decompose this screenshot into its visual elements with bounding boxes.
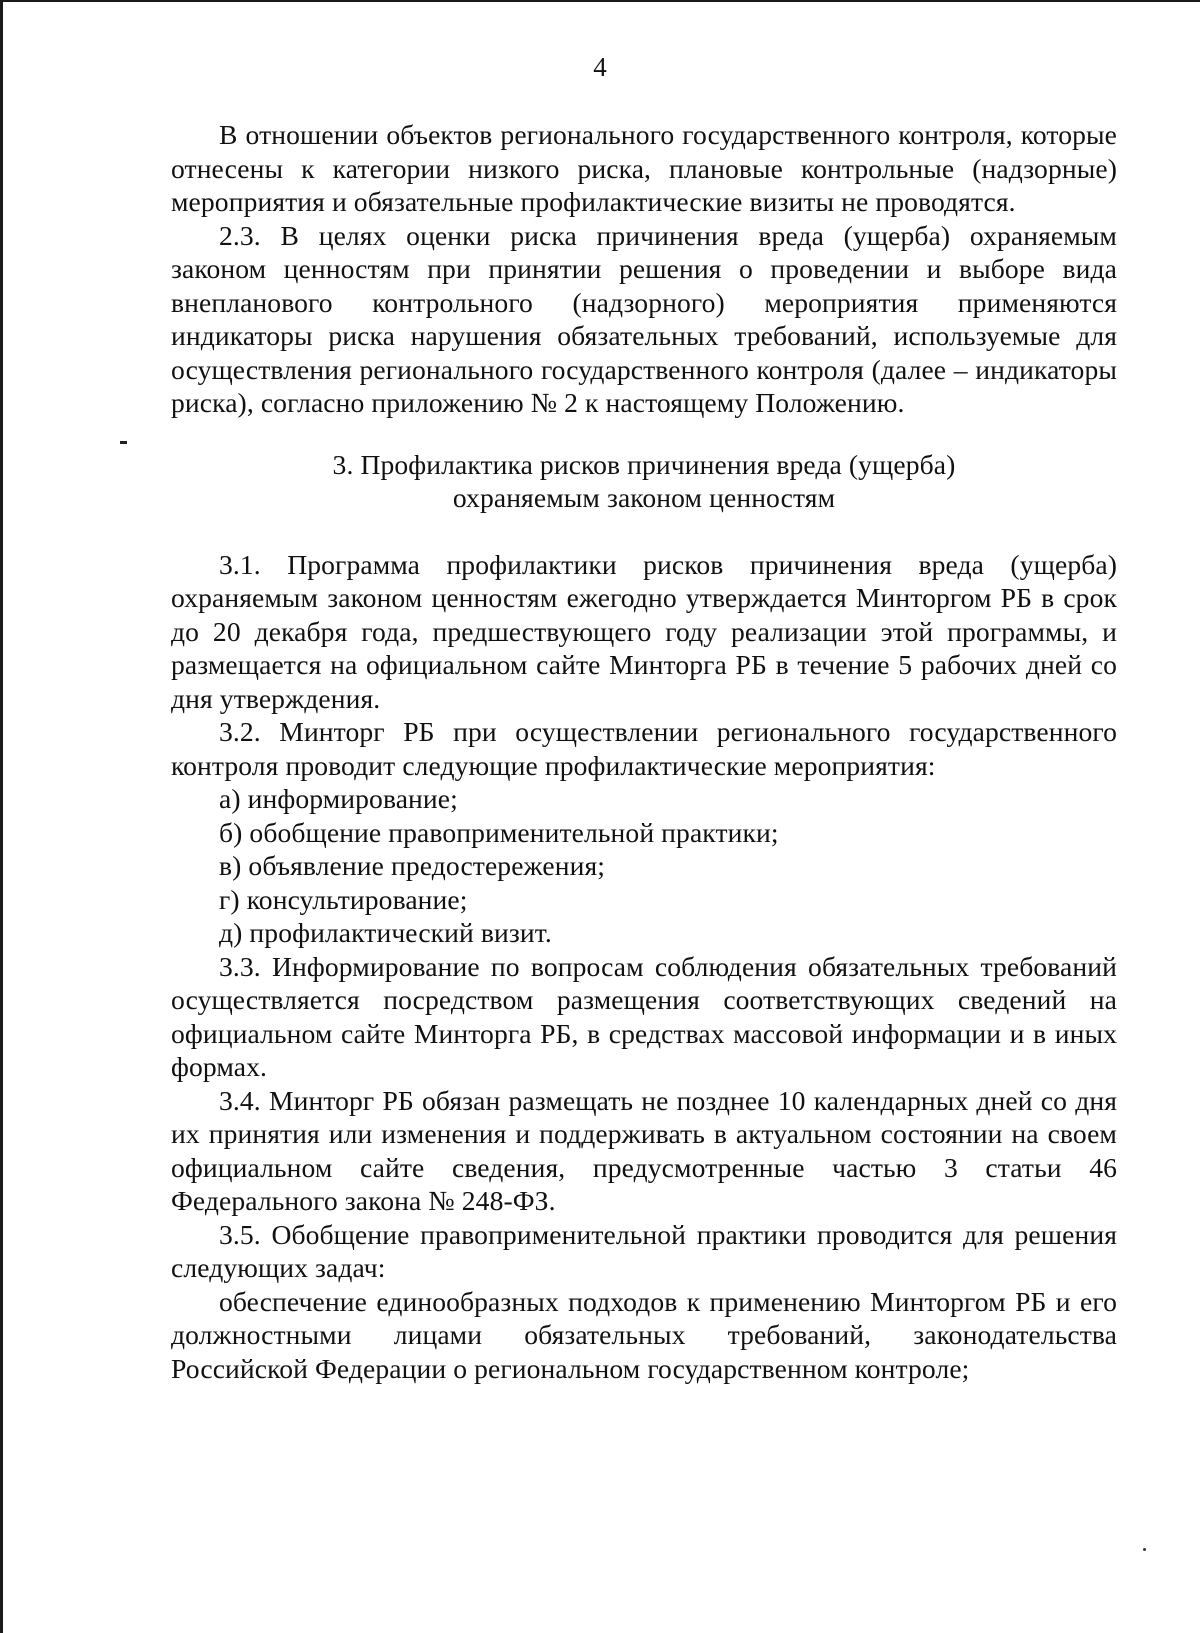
list-item-d: г) консультирование; (219, 883, 468, 915)
section-3-heading (171, 420, 1117, 548)
scan-speck (1143, 1548, 1146, 1551)
list-item-e: д) профилактический визит. (219, 917, 552, 948)
margin-mark (120, 441, 127, 444)
paragraph-2-3: 2.3. В целях оценки риска причинения вреда (ущерба) охраняемым законом ценностям при принятии решения о проведении и выборе вида внепланового контрольного (надзорного) мероприятия применяются индикаторы риска нарушения обязательных требований, используемые для осуществления регионального государственного контроля (далее – индикаторы риска), согласно приложению № 2 к настоящему Положению. (171, 219, 1117, 418)
paragraph-3-2: 3.2. Минторг РБ при осуществлении регионального государственного контроля проводит следующие профилактические мероприятия: (171, 716, 1117, 781)
paragraph-3-5: 3.5. Обобщение правоприменительной практики проводится для решения следующих задач: (171, 1218, 1117, 1283)
section-heading-line-2: охраняемым законом ценностям (452, 482, 836, 513)
paragraph-3-5-task-1: обеспечение единообразных подходов к применению Минторгом РБ и его должностными лицами обязательных требований, законодательства Российской Федерации о региональном государственном контроле; (171, 1285, 1117, 1384)
paragraph-3-3: 3.3. Информирование по вопросам соблюдения обязательных требований осуществляется посредством размещения соответствующих сведений на официальном сайте Минторга РБ, в средствах массовой информации и в иных формах. (171, 950, 1117, 1082)
scan-edge-left (0, 0, 3, 1633)
paragraph-low-risk: В отношении объектов регионального государственного контроля, которые отнесены к категории низкого риска, плановые контрольные (надзорные) мероприятия и обязательные профилактические визиты не проводятся. (171, 119, 1117, 217)
paragraph-3-4: 3.4. Минторг РБ обязан размещать не позднее 10 календарных дней со дня их принятия или изменения и поддерживать в актуальном состоянии на своем официальном сайте сведения, предусмотренные частью 3 статьи 46 Федерального закона № 248-ФЗ. (171, 1084, 1117, 1216)
document-body (171, 118, 1117, 1385)
paragraph-3-1: 3.1. Программа профилактики рисков причинения вреда (ущерба) охраняемым законом ценностям ежегодно утверждается Минторгом РБ в срок до 20 декабря года, предшествующего году реализации этой программы, и размещается на официальном сайте Минторга РБ в течение 5 рабочих дней со дня утверждения. (171, 548, 1117, 714)
list-item-b: б) обобщение правоприменительной практики; (219, 816, 779, 848)
scan-edge-top (0, 0, 1200, 2)
list-item-c: в) объявление предостережения; (219, 850, 605, 881)
list-item-a: а) информирование; (219, 783, 458, 814)
page-number: 4 (593, 52, 607, 82)
section-heading-line-1: 3. Профилактика рисков причинения вреда (ущерба) (332, 448, 956, 480)
